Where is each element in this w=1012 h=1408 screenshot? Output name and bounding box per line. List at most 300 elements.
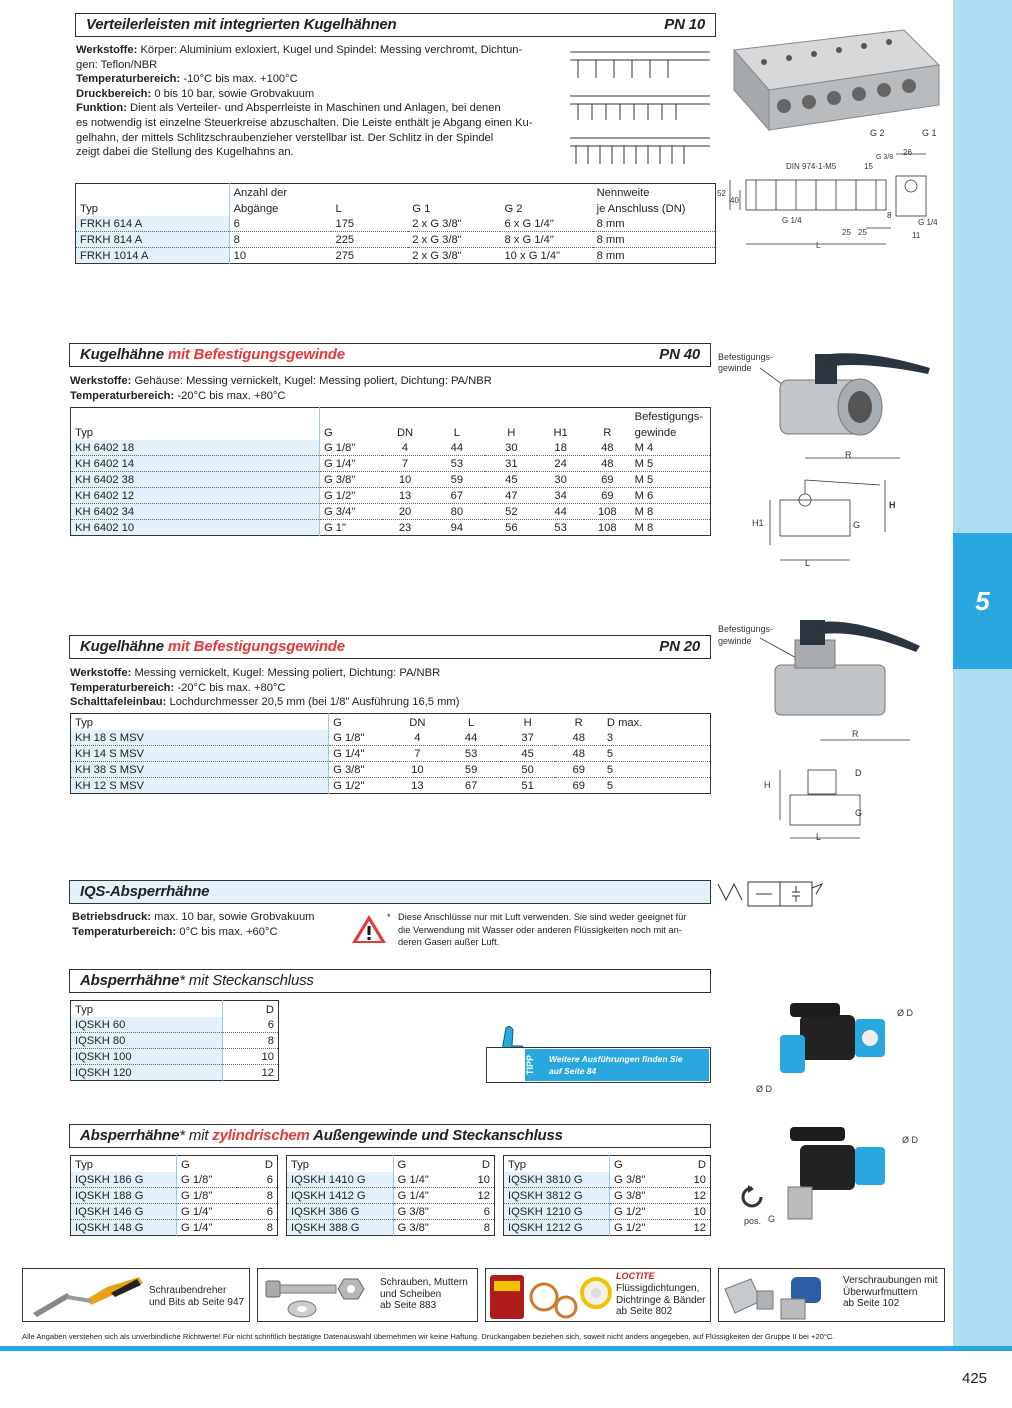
table-cell: IQSKH 120 [71,1065,223,1081]
sec1-description [76,43,576,160]
table-header-cell: H1 [553,426,568,439]
rotation-icon [740,1185,764,1209]
table-row [71,762,711,778]
desc-line [76,145,576,160]
desc-line [76,43,576,58]
table-cell: 44 [442,730,501,746]
desc-line [70,681,670,696]
footer-text-1 [149,1285,244,1308]
table-header-cell: G [323,426,333,439]
footer-line: Schraubendreher [149,1285,227,1296]
table-header-cell: Anzahl der [233,186,288,199]
table-row [287,1172,495,1188]
warning-icon [350,913,388,945]
table-cell: 69 [584,472,631,488]
desc-text: -20°C bis max. +80°C [174,681,286,694]
table-header-cell: G 2 [504,202,523,215]
table-header-row [287,1156,495,1172]
table-cell: G 1/4" [319,456,381,472]
table-cell: 6 [237,1204,277,1220]
desc-line [76,58,576,73]
tip-text [543,1049,709,1081]
table-row [71,440,711,456]
footer-text-2 [380,1277,468,1312]
desc-text: es notwendig ist einzelne Steuerkreise abzuschalten. Die Leiste enthält je Abgang einen Ku- [76,116,533,129]
table-header-cell: G [614,1158,623,1171]
section-title-a: Absperrhähne [80,972,180,989]
table-cell: 13 [411,780,424,792]
table-header-row [76,200,716,216]
desc-label: Werkstoffe: [70,375,132,387]
label-26: 26 [903,148,912,157]
table-cell: 8 mm [593,216,716,232]
desc-line [76,101,576,116]
desc-line [76,131,576,146]
table-row [504,1172,711,1188]
table-cell: 7 [393,746,441,762]
table-row [71,456,711,472]
label-15: 15 [864,162,873,171]
table-cell: 59 [428,472,485,488]
desc-text: Lochdurchmesser 20,5 mm (bei 1/8" Ausführung 16,5 mm) [166,696,460,709]
table-header-cell: gewinde [634,426,677,439]
note-line: Diese Anschlüsse nur mit Luft verwenden. Sie sind weder geeignet für [398,912,687,922]
footer-line: ab Seite 883 [380,1300,437,1311]
table-cell: G 1/2" [333,780,365,792]
table-header-cell: D [697,1158,706,1171]
table-cell: 8 x G 1/4" [500,232,592,248]
desc-text: Gehäuse: Messing vernickelt, Kugel: Messing poliert, Dichtung: PA/NBR [131,375,492,387]
table-header-cell: Typ [287,1156,394,1172]
section-title-b: * mit [179,1127,213,1144]
table-cell: 20 [382,504,429,520]
table-header-row [504,1156,711,1172]
table-cell: G 1/4" [393,1172,454,1188]
dim-R: R [852,729,859,739]
table-cell: 94 [450,522,464,534]
desc-label: Druckbereich: [76,87,152,100]
sealing-products-icon [488,1271,616,1321]
table-cell: 2 x G 3/8" [408,216,500,232]
table-row [76,216,716,232]
table-cell: G 3/8" [319,472,381,488]
table-cell: 67 [428,488,485,504]
table-cell: 24 [537,456,584,472]
table-cell: M 4 [631,440,711,456]
table-header-cell: R [574,716,583,729]
table-cell: 12 [261,1067,274,1079]
desc-text: 0 bis 10 bar, sowie Grobvakuum [151,87,315,100]
table-cell: 80 [428,504,485,520]
desc-text: -20°C bis max. +80°C [174,389,286,402]
sec2-description [70,374,670,403]
table-cell: 3 [603,730,711,746]
table-header-row [71,714,711,730]
section-title-b: mit Befestigungsgewinde [167,346,345,363]
table-cell: 7 [382,456,429,472]
table-cell: 48 [555,730,603,746]
footer-line: und Bits ab Seite 947 [149,1296,245,1308]
ballvalve-pn40-image [760,340,950,570]
sec5-table [70,1000,279,1081]
tip-line-2: auf Seite 84 [549,1066,597,1076]
table-cell: G 3/8" [397,1222,429,1234]
table-cell: 10 [382,472,429,488]
table-cell: 34 [537,488,584,504]
section-header-steckanschluss [69,969,711,993]
section-title: Verteilerleisten mit integrierten Kugelhähnen [86,16,397,33]
distributor-block-image [724,20,944,132]
table-cell: G 3/8" [610,1172,671,1188]
table-cell: KH 14 S MSV [71,746,329,762]
table-header-cell: Typ [71,1001,223,1017]
footer-line: Flüssigdichtungen, [616,1283,700,1294]
table-header-row [71,1156,278,1172]
table-header-cell: Befestigungs- [634,410,704,423]
label-befestigung: Befestigungs- [718,352,774,362]
dim-L: L [816,832,822,842]
od-label-2: Ø D [756,1084,773,1094]
table-cell: G 1/8" [319,440,381,456]
table-cell: 6 [237,1172,277,1188]
table-cell: 6 [229,216,331,232]
table-cell: G 1/2" [610,1204,671,1220]
desc-text: max. 10 bar, sowie Grobvakuum [150,911,315,923]
table-header-cell: L [468,716,475,729]
table-header-cell: Typ [71,714,329,730]
table-cell: 10 [393,762,441,778]
desc-line [70,695,670,710]
table-cell: IQSKH 186 G [71,1172,177,1188]
od-label-1: Ø D [897,1008,914,1018]
table-cell: 8 [229,232,331,248]
table-cell: 69 [555,762,603,778]
desc-text: 0°C bis max. +60°C [176,925,278,938]
table-cell: 10 [670,1204,710,1220]
table-header-cell: Abgänge [233,202,279,215]
footer-rule [0,1346,1012,1351]
table-header-cell [428,408,485,424]
table-cell: 6 [223,1017,279,1033]
section-title-b: mit Befestigungsgewinde [167,638,345,655]
label-g2: G 2 [870,128,885,138]
section-title-c: zylindrischem [212,1127,310,1144]
table-row [71,520,711,536]
table-row [71,730,711,746]
sec3-description [70,666,670,710]
table-cell: M 5 [631,456,711,472]
table-cell: 12 [670,1188,710,1204]
section-title-a: Kugelhähne [80,346,168,363]
table-cell: 23 [398,522,412,534]
table-cell: 18 [537,440,584,456]
footer-line: Überwurfmuttern [843,1286,918,1298]
tip-box[interactable] [486,1047,711,1083]
table-cell: 48 [555,746,603,762]
sec2-table [70,407,711,536]
table-cell: G 1/2" [614,1222,646,1234]
table-cell: G 1/4" [177,1204,238,1220]
footer-line: Verschraubungen mit [843,1275,938,1286]
desc-label: Temperaturbereich: [76,73,181,86]
table-cell: 8 [483,1222,490,1234]
table-row [71,1017,279,1033]
table-cell: 108 [584,504,631,520]
table-header-row [71,1001,279,1017]
table-row [71,1188,278,1204]
table-cell: 59 [442,762,501,778]
table-header-cell: je Anschluss (DN) [596,202,686,215]
table-header-row [76,184,716,200]
dim-G: G [853,520,861,530]
table-cell: 12 [454,1188,495,1204]
table-cell: IQSKH 100 [71,1049,223,1065]
table-header-cell: L [453,426,461,439]
table-cell: 53 [428,456,485,472]
desc-label: Werkstoffe: [76,44,138,56]
table-cell: 51 [521,780,534,792]
table-cell: G 1/8" [177,1172,238,1188]
table-cell: 67 [464,780,478,792]
dim-L: L [805,558,811,568]
table-cell: G 1/2" [319,488,381,504]
table-cell: 52 [485,504,537,520]
pn-rating: PN 40 [659,346,700,363]
table-header-row [71,408,711,424]
table-cell: IQSKH 1412 G [287,1188,394,1204]
table-header-cell [485,408,537,424]
table-cell: 53 [442,746,501,762]
table-cell: FRKH 1014 A [76,248,230,264]
table-cell: 48 [584,456,631,472]
sec4-note-star: * [387,912,391,922]
section-header-verteilerleisten [75,13,716,37]
table-cell: 44 [428,440,485,456]
sec6-table-3 [503,1155,711,1236]
dim-H: H [889,500,896,510]
table-cell: 6 [454,1204,495,1220]
table-cell: G 1/4" [393,1188,454,1204]
table-cell: G 3/8" [393,1204,454,1220]
table-header-cell: H [507,426,516,439]
table-cell: G 1" [323,522,346,534]
table-cell: 44 [537,504,584,520]
table-cell: 8 [223,1033,279,1049]
table-cell: KH 6402 12 [71,488,320,504]
table-header-cell [584,408,631,424]
label-52: 52 [717,189,726,198]
table-header-cell: Typ [71,1156,177,1172]
footer-line: ab Seite 802 [616,1306,673,1317]
note-line: deren Gasen außer Luft. [398,937,500,947]
desc-label: Funktion: [76,102,127,115]
screws-nuts-icon [262,1273,377,1319]
footer-line: ab Seite 102 [843,1298,900,1309]
table-row [287,1220,495,1236]
label-g14a: G 1/4 [782,216,802,225]
table-cell: IQSKH 388 G [287,1220,394,1236]
table-row [71,1220,278,1236]
od-label: Ø D [902,1135,919,1145]
table-cell: IQSKH 1212 G [504,1220,610,1236]
section-header-kugelhaehne-pn40 [69,343,711,367]
desc-label: Temperaturbereich: [70,389,175,402]
screwdriver-icon [27,1273,147,1319]
section-title-d: Außengewinde und Steckanschluss [309,1127,563,1144]
table-header-cell [76,184,230,200]
table-cell: 45 [485,472,537,488]
label-g1: G 1 [922,128,937,138]
table-header-cell: Typ [71,424,320,440]
table-cell: IQSKH 148 G [71,1220,177,1236]
dim-D: D [855,768,862,778]
table-cell: 5 [606,780,614,792]
table-cell: 50 [501,762,555,778]
sec4-note [398,911,718,949]
footer-box-screws[interactable] [257,1268,478,1322]
iqs-valve-image [760,995,910,1080]
table-cell: 30 [537,472,584,488]
table-cell: 4 [382,440,429,456]
table-cell: G 3/8" [610,1188,671,1204]
footer-box-screwdriver[interactable] [22,1268,250,1322]
desc-text: gen: Teflon/NBR [76,58,158,71]
dim-H1: H1 [752,518,764,528]
table-row [71,1049,279,1065]
table-cell: 12 [693,1222,706,1234]
loctite-brand: LOCTITE [616,1271,655,1281]
table-cell: G 3/8" [329,762,394,778]
table-header-cell [408,184,500,200]
table-header-cell: Nennweite [596,186,650,199]
table-cell: 225 [331,232,408,248]
table-cell: KH 12 S MSV [71,778,329,794]
table-header-cell [331,184,408,200]
desc-label: Schalttafeleinbau: [70,696,167,709]
table-cell: KH 18 S MSV [71,730,329,746]
table-cell: 8 [266,1222,273,1234]
table-header-cell [319,408,381,424]
desc-label: Temperaturbereich: [72,925,177,938]
desc-text: -10°C bis max. +100°C [180,73,298,86]
label-L: L [816,241,821,250]
table-row [71,488,711,504]
dim-H: H [764,780,771,790]
label-g38: G 3/8 [876,154,894,161]
tip-line-1: Weitere Ausführungen finden Sie [549,1054,683,1064]
table-cell: 47 [485,488,537,504]
section-title-b: * mit Steckanschluss [179,972,314,989]
table-header-cell: D [264,1158,273,1171]
section-header-aussengewinde [69,1124,711,1148]
table-cell: IQSKH 60 [71,1017,223,1033]
table-cell: 10 [223,1049,279,1065]
fittings-icon [721,1271,841,1321]
table-cell: 10 [233,250,247,262]
label-11: 11 [912,231,921,240]
iqs-valve-thread-image [770,1115,910,1225]
table-cell: 53 [554,522,567,534]
label-8: 8 [887,211,892,220]
label-25a: 25 [842,228,851,237]
footer-box-sealing[interactable] [485,1268,711,1322]
table-cell: 10 [454,1172,495,1188]
table-cell: 108 [597,522,617,534]
label-gewinde: gewinde [718,363,752,373]
section-header-kugelhaehne-pn20 [69,635,711,659]
desc-line [76,72,576,87]
desc-label: Temperaturbereich: [70,681,175,694]
footer-text-4 [843,1275,938,1310]
table-cell: IQSKH 1210 G [504,1204,610,1220]
table-cell: 13 [382,488,429,504]
table-cell: IQSKH 188 G [71,1188,177,1204]
table-cell: G 1/4" [329,746,394,762]
label-din: DIN 974-1-M5 [786,162,837,171]
sec6-table-2 [286,1155,495,1236]
table-cell: KH 6402 38 [71,472,320,488]
table-row [504,1188,711,1204]
table-header-cell: Typ [76,200,230,216]
section-header-iqs [69,880,711,904]
table-header-cell: DN [409,716,426,729]
table-header-cell: D max. [606,716,643,729]
table-header-cell: Typ [504,1156,610,1172]
footer-line: Dichtringe & Bänder [616,1294,706,1306]
footer-line: und Scheiben [380,1288,442,1300]
table-cell: 48 [584,440,631,456]
table-cell: G 3/4" [319,504,381,520]
table-cell: IQSKH 1410 G [287,1172,394,1188]
table-row [504,1220,711,1236]
label-25b: 25 [858,228,867,237]
dim-G: G [855,808,863,818]
desc-label: Werkstoffe: [70,667,132,679]
table-cell: 5 [603,746,711,762]
desc-text: gelhahn, der mittels Schlitzschraubenzieher verstellbar ist. Der Schlitz in der Spindel [76,131,494,144]
table-header-cell: D [265,1003,274,1016]
pos-label: pos. [744,1216,762,1226]
table-cell: KH 6402 34 [71,504,320,520]
desc-line [76,87,576,102]
label-gewinde: gewinde [718,636,752,646]
pn-rating: PN 20 [659,638,700,655]
chapter-tab[interactable]: 5 [953,533,1012,669]
label-befestigung: Befestigungs- [718,624,774,634]
table-cell: 175 [331,216,408,232]
table-header-cell: L [335,202,342,215]
table-cell: G 1/8" [177,1188,238,1204]
desc-text: zeigt dabei die Stellung des Kugelhahns an. [76,146,294,159]
sec6-table-1 [70,1155,278,1236]
desc-text: Körper: Aluminium exloxiert, Kugel und Spindel: Messing verchromt, Dichtun- [137,44,523,56]
table-cell: 275 [335,250,355,262]
table-header-cell [382,408,429,424]
table-cell: 4 [393,730,441,746]
table-row [71,1204,278,1220]
table-cell: M 8 [631,504,711,520]
footer-box-fittings[interactable] [718,1268,945,1322]
table-header-cell: R [603,426,612,439]
table-cell: 8 [237,1188,277,1204]
table-cell: 45 [501,746,555,762]
label-40: 40 [730,196,739,205]
table-cell: KH 6402 18 [71,440,320,456]
table-cell: 5 [603,762,711,778]
table-cell: M 6 [631,488,711,504]
table-row [71,472,711,488]
label-g14b: G 1/4 [918,218,938,227]
